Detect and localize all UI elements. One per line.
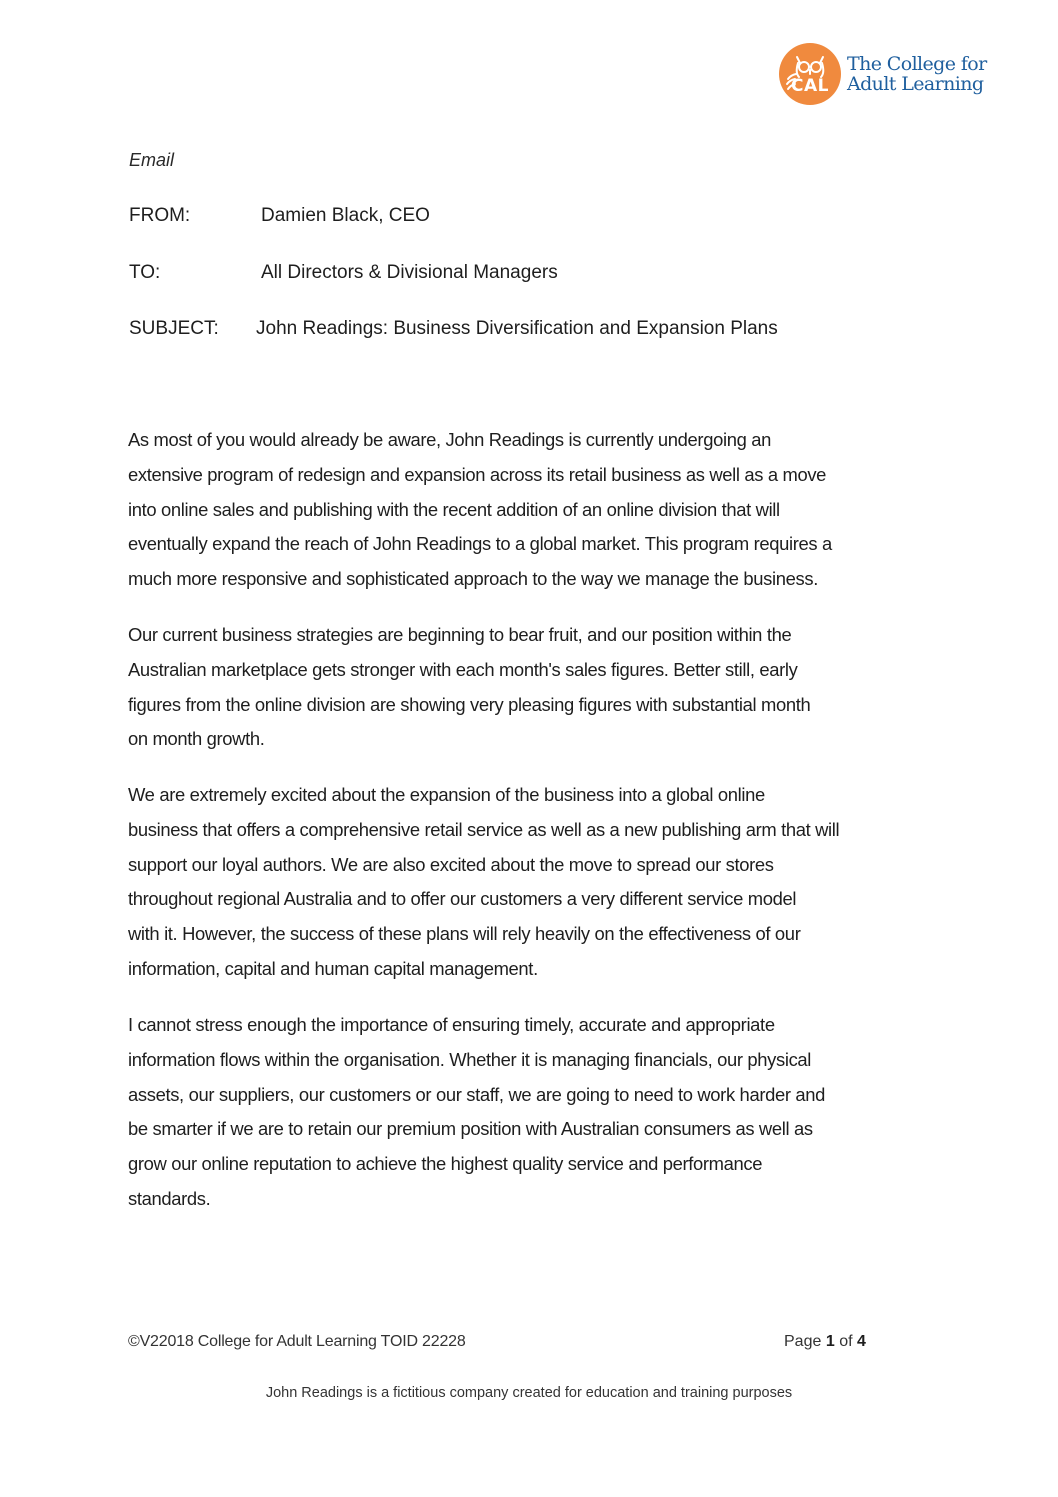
paragraph-line: throughout regional Australia and to offer our customers a very different service model bbox=[128, 888, 797, 910]
footer-copyright: ©V22018 College for Adult Learning TOID 22228 bbox=[128, 1333, 466, 1350]
to-value: All Directors & Divisional Managers bbox=[261, 262, 558, 283]
page-number bbox=[784, 1333, 866, 1351]
paragraph-line: I cannot stress enough the importance of ensuring timely, accurate and appropriate bbox=[128, 1014, 775, 1035]
email-to-row bbox=[129, 262, 558, 284]
page-current: 1 bbox=[825, 1333, 835, 1350]
paragraph-line: much more responsive and sophisticated approach to the way we manage the business. bbox=[128, 568, 818, 590]
logo-wordmark bbox=[847, 54, 987, 94]
paragraph-line: be smarter if we are to retain our premium position with Australian consumers as well as bbox=[128, 1118, 813, 1140]
subject-value: John Readings: Business Diversification and Expansion Plans bbox=[256, 318, 778, 339]
email-subject-row bbox=[129, 318, 778, 340]
subject-label: SUBJECT: bbox=[129, 318, 219, 339]
paragraph-line: eventually expand the reach of John Readings to a global market. This program requires a bbox=[128, 533, 832, 555]
paragraph-line: with it. However, the success of these plans will rely heavily on the effectiveness of our bbox=[128, 923, 801, 945]
paragraph-line: on month growth. bbox=[128, 728, 265, 750]
from-label: FROM: bbox=[129, 205, 191, 226]
page-prefix: Page bbox=[784, 1333, 822, 1350]
paragraph-line: figures from the online division are showing very pleasing figures with substantial month bbox=[128, 693, 811, 715]
page-of: of bbox=[839, 1333, 853, 1350]
body-paragraph bbox=[128, 1008, 918, 1217]
paragraph-line: grow our online reputation to achieve the highest quality service and performance bbox=[128, 1153, 763, 1175]
email-from-row bbox=[129, 205, 430, 227]
logo-line-1: The College for bbox=[847, 53, 987, 75]
paragraph-line: into online sales and publishing with the recent addition of an online division that will bbox=[128, 498, 780, 520]
logo-badge-text: CAL bbox=[791, 76, 829, 96]
paragraph-line: business that offers a comprehensive retail service as well as a new publishing arm that will bbox=[128, 818, 840, 840]
paragraph-line: Australian marketplace gets stronger with each month's sales figures. Better still, early bbox=[128, 658, 798, 680]
logo-line-2: Adult Learning bbox=[847, 73, 984, 95]
paragraph-line: We are extremely excited about the expansion of the business into a global online bbox=[128, 784, 765, 805]
paragraph-line: support our loyal authors. We are also excited about the move to spread our stores bbox=[128, 853, 774, 875]
body-paragraph bbox=[128, 618, 918, 757]
paragraph-line: information flows within the organisation. Whether it is managing financials, our physical bbox=[128, 1048, 812, 1070]
paragraph-line: Our current business strategies are beginning to bear fruit, and our position within the bbox=[128, 624, 792, 645]
paragraph-line: As most of you would already be aware, John Readings is currently undergoing an bbox=[128, 429, 771, 450]
paragraph-line: extensive program of redesign and expansion across its retail business as well as a move bbox=[128, 463, 827, 485]
document-type-label: Email bbox=[129, 150, 175, 170]
owl-badge-icon bbox=[779, 43, 841, 105]
footer-disclaimer: John Readings is a fictitious company created for education and training purposes bbox=[265, 1385, 793, 1401]
body-paragraph bbox=[128, 423, 918, 597]
college-logo bbox=[779, 43, 987, 105]
page-total: 4 bbox=[856, 1333, 866, 1350]
to-label: TO: bbox=[129, 262, 161, 283]
body-paragraph bbox=[128, 778, 918, 987]
paragraph-line: standards. bbox=[128, 1187, 211, 1209]
paragraph-line: assets, our suppliers, our customers or our staff, we are going to need to work harder and bbox=[128, 1083, 826, 1105]
paragraph-line: information, capital and human capital management. bbox=[128, 957, 538, 979]
from-value: Damien Black, CEO bbox=[261, 205, 430, 226]
